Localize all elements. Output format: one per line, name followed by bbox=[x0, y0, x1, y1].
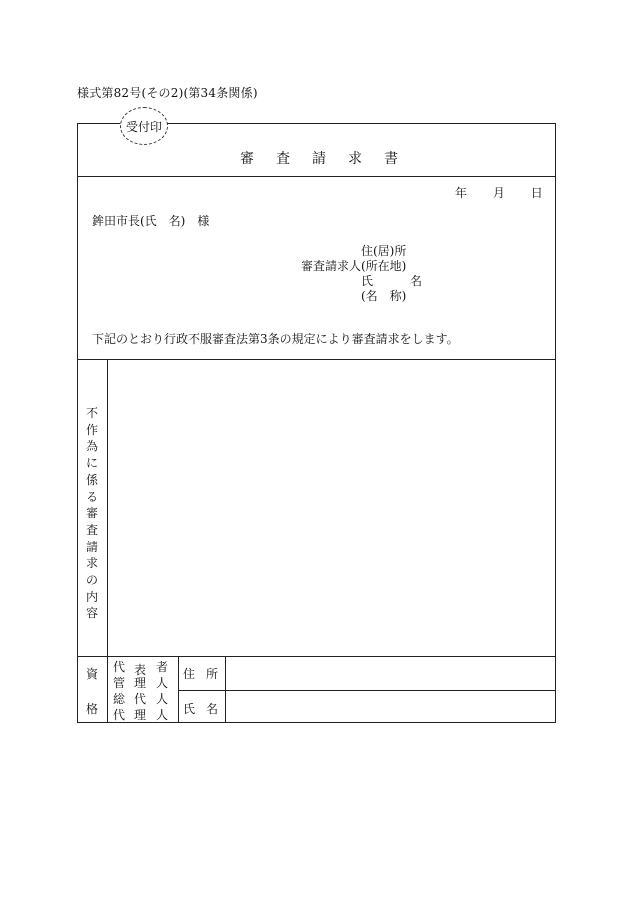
qualification-char: 人 bbox=[156, 692, 169, 706]
qualification-label-top: 資 bbox=[86, 667, 99, 681]
qualification-char: 代 bbox=[113, 660, 126, 674]
qualification-char: 者 bbox=[156, 660, 169, 674]
label-char: 為 bbox=[85, 439, 98, 454]
requester-address-label: 住(居)所 bbox=[361, 244, 407, 258]
addressee: 鉾田市長(氏 名) 様 bbox=[92, 214, 210, 228]
requester-title-label: (名 称) bbox=[361, 289, 407, 303]
qualification-char: 総 bbox=[113, 692, 126, 706]
name-label-1: 氏 bbox=[183, 702, 196, 716]
name-label-2: 名 bbox=[206, 702, 219, 716]
divider-qualification bbox=[178, 690, 555, 691]
divider-content bbox=[78, 656, 555, 657]
label-char: 作 bbox=[85, 422, 98, 437]
title-char: 求 bbox=[348, 151, 362, 167]
qualification-char: 理 bbox=[134, 676, 147, 690]
qualification-char: 代 bbox=[134, 692, 147, 706]
label-char: 審 bbox=[85, 506, 98, 521]
reception-stamp-area bbox=[120, 107, 168, 145]
form-number-label: 様式第82号(その2)(第34条関係) bbox=[77, 86, 258, 100]
content-input-area[interactable] bbox=[107, 360, 554, 653]
qualification-char: 人 bbox=[156, 708, 169, 722]
date-day: 日 bbox=[530, 186, 543, 200]
title-char: 請 bbox=[312, 151, 326, 167]
reception-stamp-label: 受付印 bbox=[125, 120, 162, 134]
title-char: 書 bbox=[384, 151, 398, 167]
request-statement: 下記のとおり行政不服審査法第3条の規定により審査請求をします。 bbox=[92, 332, 459, 346]
label-char: 求 bbox=[85, 556, 98, 571]
qualification-char: 代 bbox=[113, 708, 126, 722]
content-section-label bbox=[84, 405, 100, 622]
requester-name-label-2: 名 bbox=[410, 274, 423, 288]
label-char: 請 bbox=[85, 539, 98, 554]
agent-address-field[interactable] bbox=[230, 665, 552, 685]
label-char: に bbox=[85, 456, 98, 471]
address-label-2: 所 bbox=[206, 667, 219, 681]
address-label-1: 住 bbox=[183, 667, 196, 681]
divider-qualification-type bbox=[178, 656, 179, 723]
title-char: 査 bbox=[276, 151, 290, 167]
label-char: の bbox=[85, 573, 98, 588]
requester-role-label: 審査請求人(所在地) bbox=[301, 259, 407, 273]
agent-name-field[interactable] bbox=[230, 700, 552, 720]
qualification-char: 理 bbox=[134, 708, 147, 722]
qualification-char: 管 bbox=[113, 676, 126, 690]
label-char: 査 bbox=[85, 522, 98, 537]
qualification-char: 表 bbox=[134, 663, 147, 677]
requester-name-label-1: 氏 bbox=[361, 274, 374, 288]
divider-field-labels bbox=[225, 656, 226, 723]
title-char: 審 bbox=[240, 151, 254, 167]
divider-title bbox=[78, 176, 555, 177]
qualification-label-bottom: 格 bbox=[86, 702, 99, 716]
date-field bbox=[455, 184, 543, 201]
date-year: 年 bbox=[455, 186, 468, 200]
label-char: 容 bbox=[85, 606, 98, 621]
date-month: 月 bbox=[492, 186, 505, 200]
form-title bbox=[240, 148, 398, 168]
label-char: 内 bbox=[85, 589, 98, 604]
label-char: る bbox=[85, 489, 98, 504]
label-char: 係 bbox=[85, 472, 98, 487]
label-char: 不 bbox=[85, 406, 98, 420]
qualification-char: 人 bbox=[156, 676, 169, 690]
